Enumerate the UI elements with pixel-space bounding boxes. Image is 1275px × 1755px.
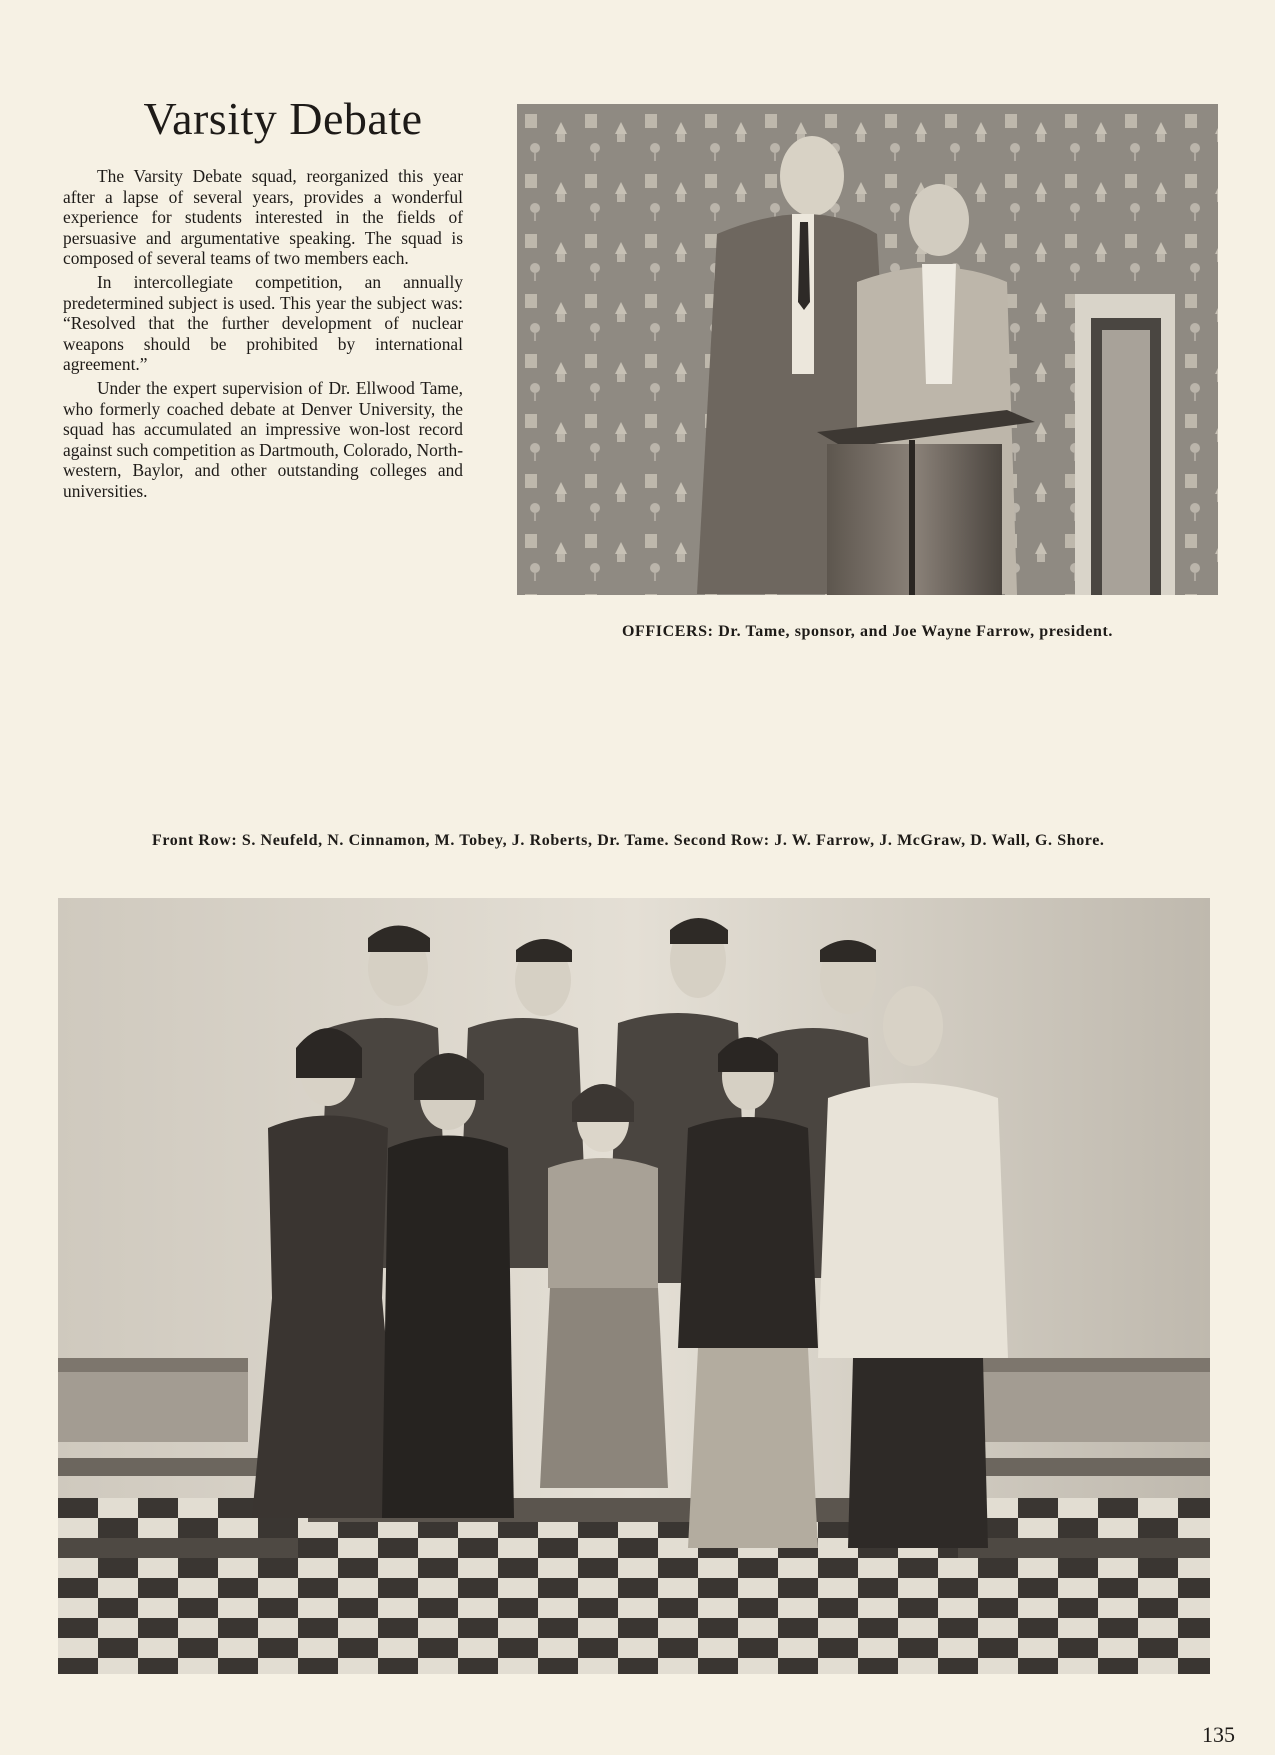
page-number: 135 [1202, 1722, 1235, 1747]
officers-photo [517, 104, 1218, 595]
paragraph-intro: The Varsity Debate squad, reorganized this year after a lapse of several years, provides a wonderful experience for students interested in the fields of persuasive and argumentative speaking. The squad is composed of several teams of two members each. [63, 166, 463, 269]
officers-caption: OFFICERS: Dr. Tame, sponsor, and Joe Wayne Farrow, president. [621, 623, 1114, 640]
paragraph-supervision: Under the expert supervision of Dr. Ellwood Tame, who formerly coached debate at Denver University, the squad has accumulated an impressive won-lost record against such competition as Dartmouth, Colorado, Northwestern, Baylor, and other outstanding colleges and universities. [63, 377, 463, 501]
group-caption: Front Row: S. Neufeld, N. Cinnamon, M. Tobey, J. Roberts, Dr. Tame. Second Row: J. W. Farrow, J. McGraw, D. Wall, G. Shore. [152, 832, 1105, 849]
paragraph-competition: In intercollegiate competition, an annually predetermined subject is used. This year the subject was: “Resolved that the further development of nuclear weapons should be prohibited by international agreement.” [63, 271, 463, 375]
article-body [63, 166, 463, 505]
group-photo [58, 898, 1210, 1674]
page-title: Varsity Debate [143, 93, 423, 144]
